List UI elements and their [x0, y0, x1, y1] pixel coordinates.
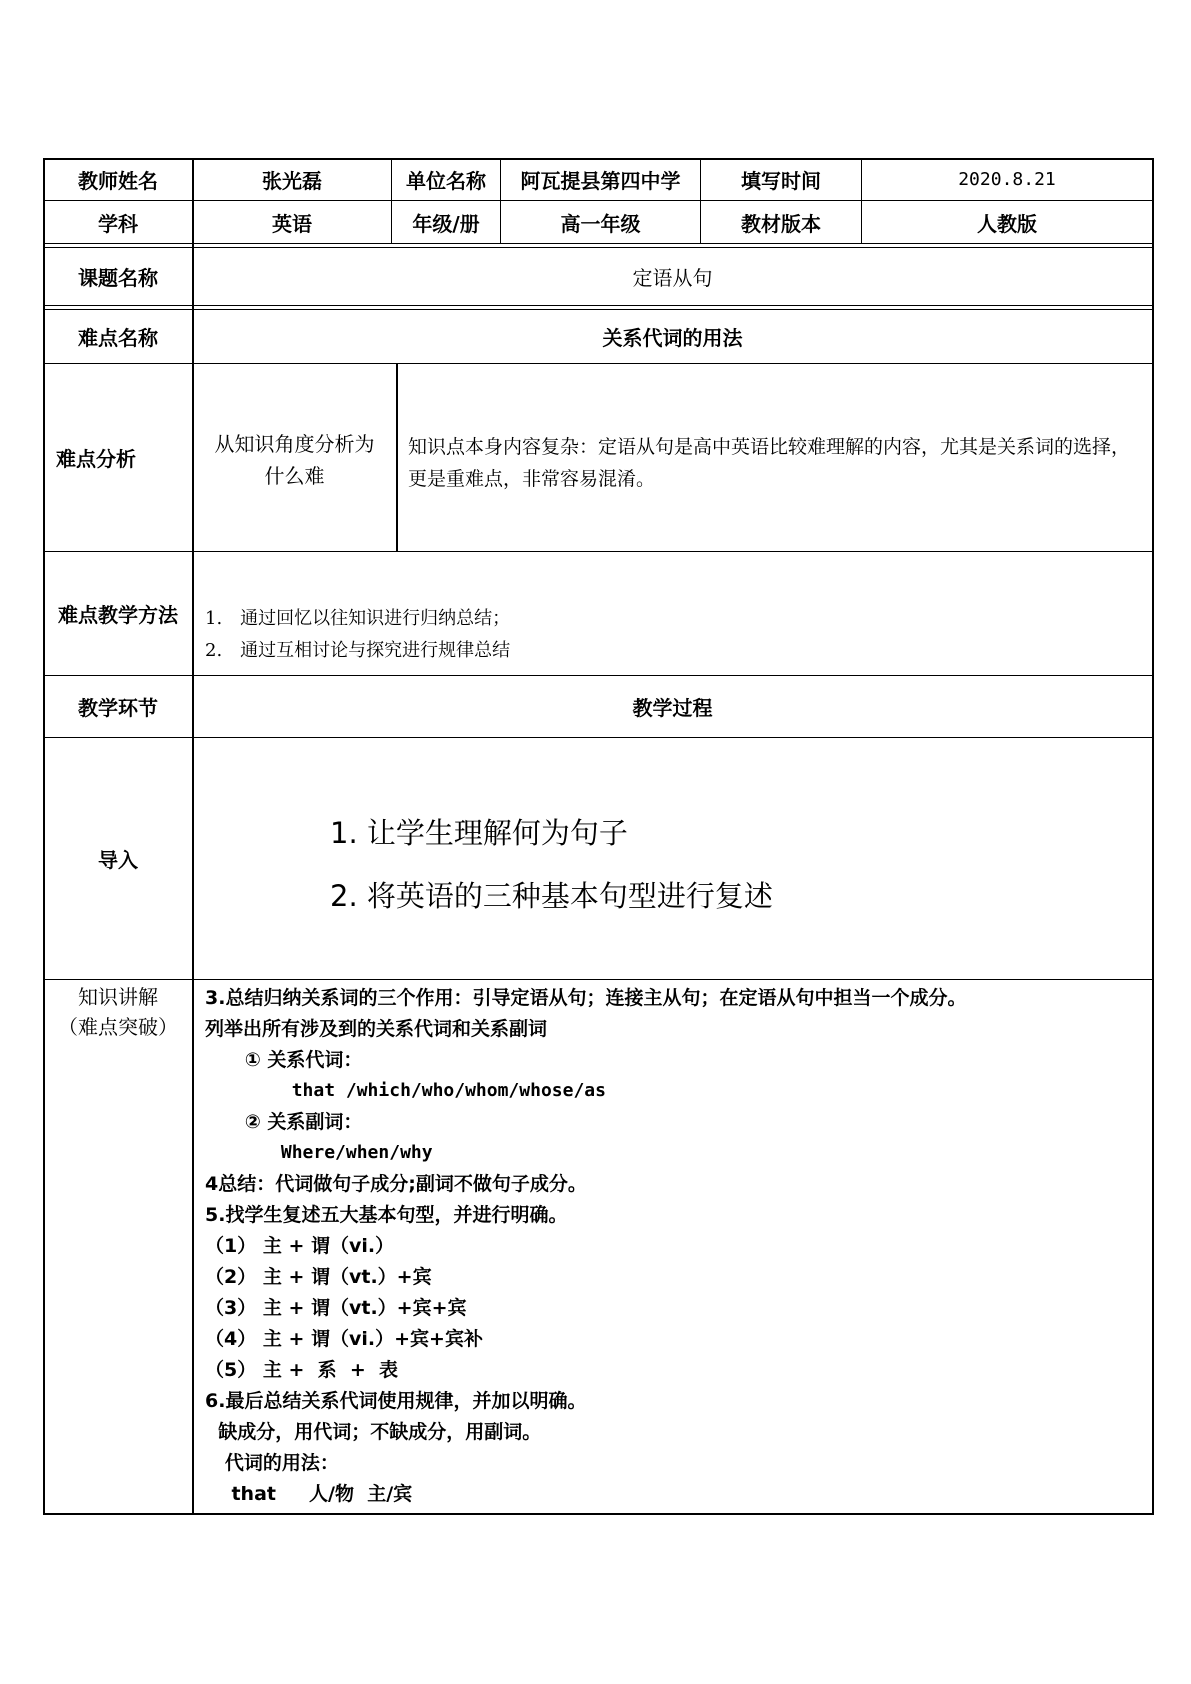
intro-label: 导入 [98, 848, 138, 872]
analysis-text: 知识点本身内容复杂：定语从句是高中英语比较难理解的内容，尤其是关系词的选择，更是重难点，非常容易混淆。 [408, 436, 1131, 490]
unit-label: 单位名称 [406, 169, 486, 193]
method-item-2: 2. 通过互相讨论与探究进行规律总结 [205, 640, 511, 661]
subject-value: 英语 [272, 211, 312, 236]
row-divider [43, 979, 1153, 980]
grade-label: 年级/册 [412, 211, 480, 236]
knowledge-line: （3） 主 + 谓（vt.）+宾+宾 [205, 1297, 467, 1319]
row-divider [43, 551, 1153, 552]
knowledge-line: that /which/who/whom/whose/as [205, 1080, 606, 1101]
analysis-sub-label-line-1: 从知识角度分析为 [214, 432, 375, 456]
analysis-sub-label-line-2: 什么难 [264, 464, 325, 488]
analysis-sub-label [193, 428, 396, 492]
knowledge-line: 代词的用法： [205, 1452, 339, 1474]
textbook-value: 人教版 [977, 211, 1037, 236]
knowledge-line: that 人/物 主/宾 [205, 1483, 413, 1505]
difficulty-value: 关系代词的用法 [602, 326, 743, 350]
method-item-1: 1. 通过回忆以往知识进行归纳总结； [205, 608, 511, 629]
row-divider [43, 243, 1153, 244]
analysis-divider [396, 363, 398, 551]
analysis-label: 难点分析 [56, 447, 136, 471]
intro-item-1: 1. 让学生理解何为句子 [330, 816, 628, 850]
knowledge-line: （2） 主 + 谓（vt.）+宾 [205, 1266, 432, 1288]
knowledge-line: （1） 主 + 谓（vi.） [205, 1235, 395, 1257]
process-label: 教学环节 [78, 696, 158, 720]
date-value: 2020.8.21 [958, 169, 1056, 190]
difficulty-label: 难点名称 [78, 326, 158, 350]
row-divider [43, 363, 1153, 364]
teacher-value: 张光磊 [262, 169, 322, 193]
intro-item-2: 2. 将英语的三种基本句型进行复述 [330, 879, 773, 913]
row-divider [43, 737, 1153, 738]
knowledge-line: （4） 主 + 谓（vi.）+宾+宾补 [205, 1328, 483, 1350]
topic-label: 课题名称 [78, 266, 158, 290]
knowledge-line: （5） 主 + 系 + 表 [205, 1359, 398, 1381]
process-value: 教学过程 [632, 696, 713, 720]
knowledge-line: 3.总结归纳关系词的三个作用：引导定语从句；连接主从句；在定语从句中担当一个成分。 [205, 987, 967, 1009]
method-label: 难点教学方法 [58, 603, 178, 627]
knowledge-line: 缺成分，用代词；不缺成分，用副词。 [205, 1421, 542, 1443]
knowledge-line: Where/when/why [205, 1142, 433, 1163]
knowledge-line: 列举出所有涉及到的关系代词和关系副词 [205, 1018, 548, 1040]
knowledge-line: 4总结：代词做句子成分;副词不做句子成分。 [205, 1173, 587, 1195]
knowledge-line: ① 关系代词： [205, 1049, 363, 1071]
knowledge-line: 6.最后总结关系代词使用规律，并加以明确。 [205, 1390, 587, 1412]
date-label: 填写时间 [741, 169, 821, 193]
subject-label: 学科 [98, 211, 138, 236]
topic-value: 定语从句 [632, 266, 713, 290]
row-divider [43, 305, 1153, 306]
table-border-bottom [43, 1513, 1153, 1515]
knowledge-line: ② 关系副词： [205, 1111, 363, 1133]
knowledge-label [44, 982, 192, 1042]
knowledge-label-line-2: （难点突破） [58, 1015, 178, 1039]
unit-value: 阿瓦提县第四中学 [520, 169, 681, 193]
table-border-right [1152, 158, 1154, 1515]
textbook-label: 教材版本 [741, 211, 821, 236]
knowledge-line: 5.找学生复述五大基本句型，并进行明确。 [205, 1204, 568, 1226]
grade-value: 高一年级 [560, 211, 641, 236]
teacher-label: 教师姓名 [78, 169, 158, 193]
knowledge-label-line-1: 知识讲解 [78, 985, 158, 1009]
